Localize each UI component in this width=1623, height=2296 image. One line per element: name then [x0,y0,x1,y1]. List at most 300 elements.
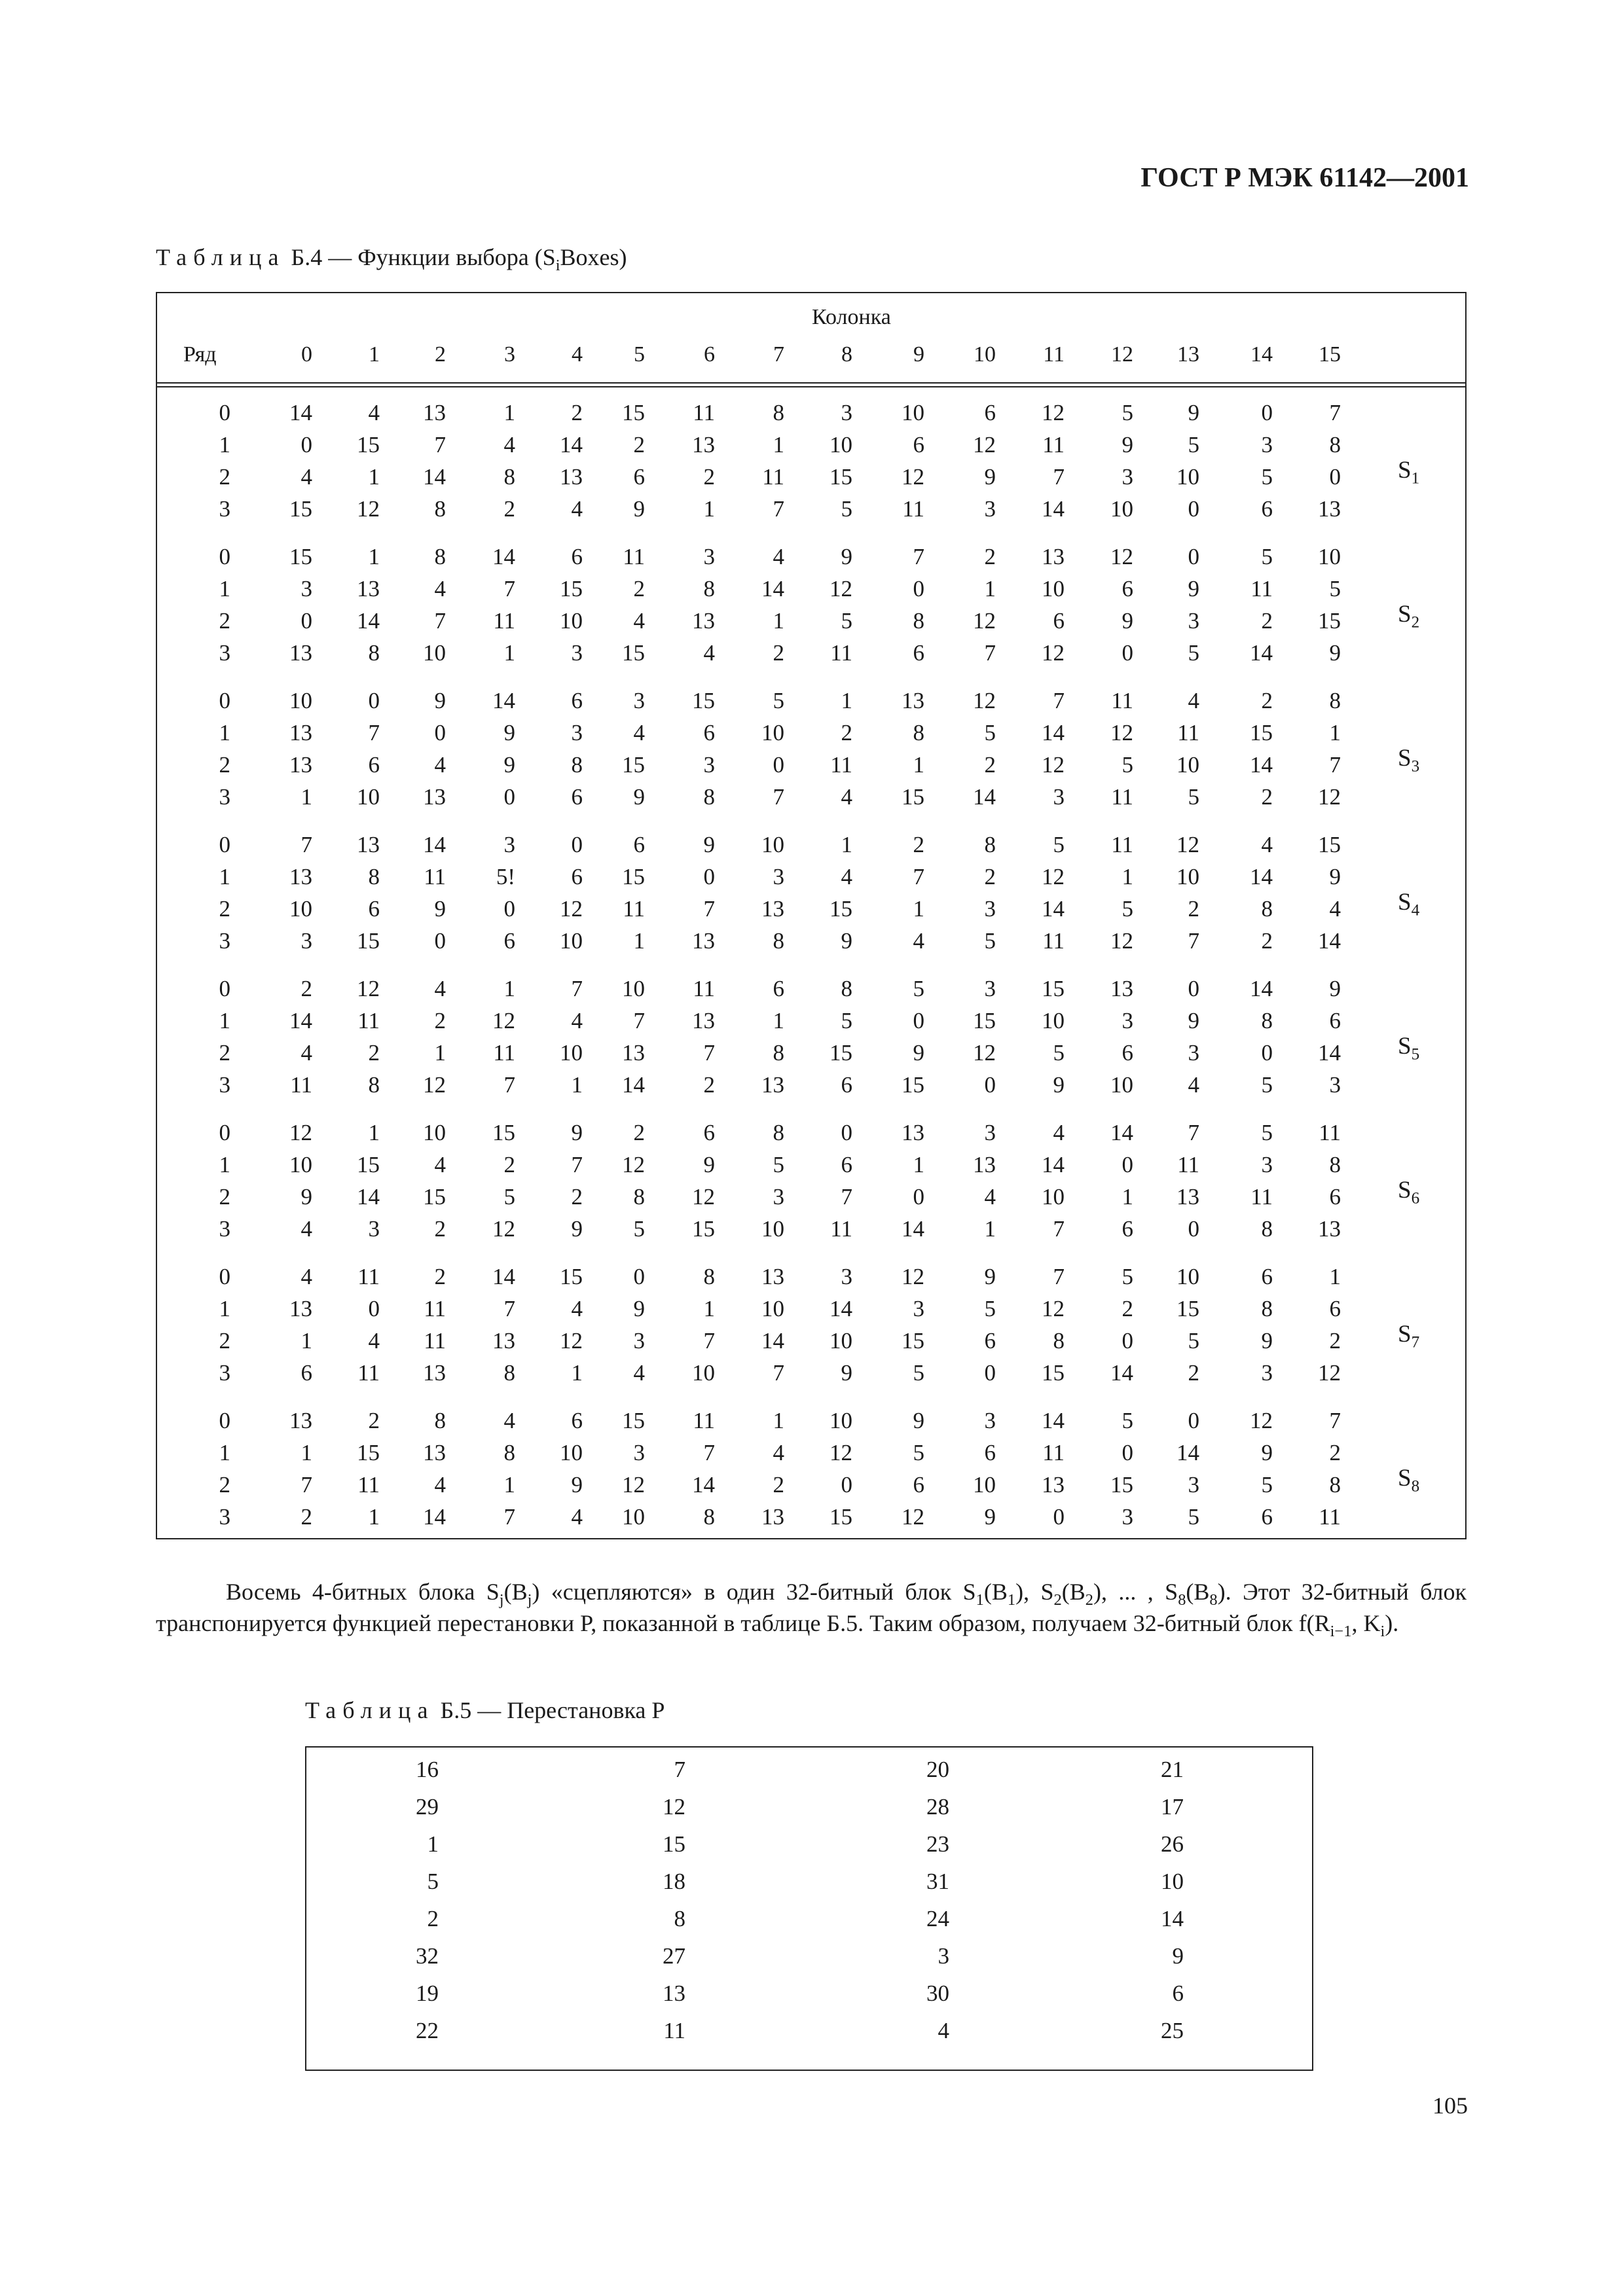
table-cell: 14 [973,784,996,810]
table-cell: 6 [571,864,583,889]
table-cell: 4 [633,608,645,634]
column-header-12: 12 [1111,342,1133,367]
table-cell: 7 [703,1440,715,1465]
row-number: 2 [219,896,230,922]
table-cell: 10 [1042,1184,1065,1210]
table-cell: 15 [622,864,645,889]
table-cell: 13 [423,400,446,425]
table-cell: 1 [841,832,852,857]
table-cell: 7 [571,976,583,1001]
table-cell: 7 [1329,400,1341,425]
table-cell: 8 [434,1408,446,1433]
table-cell: 2 [434,1008,446,1033]
table-cell: 4 [841,784,852,810]
table-cell: 14 [423,1504,446,1530]
table-cell: 2 [301,976,312,1001]
table-cell: 15 [622,640,645,666]
table-cell: 4 [773,1440,784,1465]
table-cell: 13 [692,608,715,634]
table-cell: 11 [623,544,645,569]
table-cell: 1 [984,576,996,601]
table-cell: 8 [434,544,446,569]
table-cell: 3 [1188,1040,1199,1066]
table-cell: 9 [913,1040,924,1066]
table-cell: 14 [1250,752,1273,778]
table-cell: 12 [902,1264,924,1289]
table-cell: 16 [416,1757,439,1782]
table-cell: 11 [830,1216,852,1242]
table-cell: 0 [434,928,446,954]
table-cell: 11 [493,608,515,634]
table-cell: 15 [492,1120,515,1145]
table-cell: 15 [1176,1296,1199,1321]
table-cell: 9 [1188,576,1199,601]
table-cell: 7 [301,832,312,857]
table-cell: 3 [984,1120,996,1145]
table-cell: 12 [973,688,996,713]
table-cell: 3 [368,1216,380,1242]
table-cell: 13 [761,1072,784,1098]
column-header-label: Колонка [812,305,891,329]
table-cell: 5 [913,1360,924,1386]
row-number: 2 [219,752,230,778]
table-cell: 2 [1329,1440,1341,1465]
table-cell: 1 [368,1504,380,1530]
table-cell: 13 [973,1152,996,1177]
table-cell: 1 [773,1408,784,1433]
column-header-11: 11 [1043,342,1065,367]
table-cell: 14 [1250,976,1273,1001]
table-cell: 0 [841,1472,852,1498]
table-cell: 11 [1177,720,1199,745]
table-cell: 8 [1261,1296,1273,1321]
row-number: 1 [219,1008,230,1033]
table-cell: 0 [1261,1040,1273,1066]
table-cell: 6 [1172,1981,1184,2006]
table-cell: 2 [703,464,715,490]
table-cell: 13 [289,1296,312,1321]
table-cell: 6 [773,976,784,1001]
table-cell: 8 [841,976,852,1001]
column-header-15: 15 [1319,342,1341,367]
table-cell: 6 [368,752,380,778]
table-cell: 2 [571,400,583,425]
table-cell: 5 [1261,464,1273,490]
table-cell: 7 [434,432,446,457]
table-cell: 8 [984,832,996,857]
table-b5-caption [305,1696,665,1724]
table-cell: 10 [692,1360,715,1386]
table-cell: 7 [984,640,996,666]
table-cell: 5 [633,1216,645,1242]
table-cell: 11 [830,752,852,778]
table-cell: 12 [357,976,380,1001]
table-cell: 4 [1188,688,1199,713]
table-cell: 3 [1329,1072,1341,1098]
table-cell: 15 [1318,608,1341,634]
table-cell: 4 [434,976,446,1001]
table-cell: 7 [1329,1408,1341,1433]
table-cell: 8 [703,576,715,601]
table-cell: 8 [1261,1008,1273,1033]
table-cell: 9 [633,496,645,522]
caption-prefix: Таблица [305,1697,435,1723]
table-cell: 2 [633,576,645,601]
table-cell: 6 [301,1360,312,1386]
table-cell: 2 [301,1504,312,1530]
table-cell: 6 [1053,608,1065,634]
table-cell: 2 [1188,896,1199,922]
table-cell: 9 [571,1216,583,1242]
table-cell: 12 [492,1216,515,1242]
table-cell: 7 [434,608,446,634]
table-cell: 9 [984,464,996,490]
table-cell: 2 [1188,1360,1199,1386]
table-cell: 1 [703,496,715,522]
table-cell: 0 [1188,496,1199,522]
table-cell: 7 [1053,1264,1065,1289]
table-cell: 12 [1110,544,1133,569]
table-cell: 14 [357,1184,380,1210]
table-cell: 5 [1329,576,1341,601]
table-cell: 15 [973,1008,996,1033]
table-cell: 10 [1176,1264,1199,1289]
table-cell: 6 [368,896,380,922]
table-cell: 8 [1329,1472,1341,1498]
table-cell: 13 [902,1120,924,1145]
table-cell: 11 [693,400,715,425]
table-cell: 9 [1053,1072,1065,1098]
table-cell: 13 [1318,1216,1341,1242]
table-cell: 4 [571,1504,583,1530]
table-cell: 0 [633,1264,645,1289]
table-cell: 15 [663,1831,685,1857]
table-cell: 6 [571,688,583,713]
table-cell: 3 [1261,1360,1273,1386]
table-cell: 5 [1261,1472,1273,1498]
table-cell: 7 [841,1184,852,1210]
table-cell: 8 [703,1264,715,1289]
table-cell: 14 [1318,928,1341,954]
table-cell: 10 [560,1440,583,1465]
row-number: 3 [219,1504,230,1530]
table-cell: 1 [503,640,515,666]
table-cell: 7 [503,1296,515,1321]
table-cell: 10 [761,720,784,745]
table-cell: 13 [289,1408,312,1433]
table-cell: 14 [622,1072,645,1098]
table-cell: 15 [357,1440,380,1465]
table-cell: 13 [423,1440,446,1465]
table-cell: 11 [1319,1120,1341,1145]
table-cell: 0 [571,832,583,857]
table-cell: 12 [1318,784,1341,810]
table-cell: 4 [301,464,312,490]
table-cell: 6 [984,1440,996,1465]
table-cell: 8 [503,1440,515,1465]
document-id-header: ГОСТ Р МЭК 61142—2001 [1140,163,1469,193]
table-cell: 0 [368,1296,380,1321]
table-cell: 9 [1329,640,1341,666]
table-cell: 9 [571,1120,583,1145]
table-cell: 10 [357,784,380,810]
table-cell: 15 [692,1216,715,1242]
table-cell: 8 [1053,1328,1065,1354]
table-cell: 13 [289,752,312,778]
table-cell: 15 [289,544,312,569]
table-cell: 10 [830,1328,852,1354]
table-cell: 2 [913,832,924,857]
table-cell: 3 [773,1184,784,1210]
column-header-10: 10 [974,342,996,367]
table-cell: 10 [830,1408,852,1433]
table-cell: 9 [984,1264,996,1289]
caption-title: Б.5 — Перестановка P [440,1697,665,1723]
table-cell: 4 [633,720,645,745]
row-number: 3 [219,784,230,810]
table-cell: 9 [1329,864,1341,889]
table-cell: 27 [663,1943,685,1969]
table-cell: 14 [1318,1040,1341,1066]
table-cell: 5 [841,496,852,522]
table-cell: 12 [357,496,380,522]
table-cell: 30 [926,1981,949,2006]
table-cell: 1 [984,1216,996,1242]
table-cell: 14 [289,400,312,425]
table-cell: 12 [830,1440,852,1465]
table-cell: 10 [289,688,312,713]
table-cell: 8 [368,864,380,889]
table-cell: 10 [973,1472,996,1498]
table-cell: 9 [571,1472,583,1498]
table-cell: 2 [984,864,996,889]
sbox-label: $S_6$ [1398,1176,1420,1207]
table-cell: 11 [357,1264,380,1289]
table-cell: 4 [633,1360,645,1386]
table-cell: 11 [1111,688,1133,713]
table-cell: 8 [1329,1152,1341,1177]
table-cell: 9 [503,752,515,778]
table-cell: 15 [1250,720,1273,745]
table-cell: 7 [913,544,924,569]
table-cell: 5 [427,1869,439,1894]
table-cell: 5 [773,688,784,713]
table-cell: 3 [984,496,996,522]
table-cell: 5 [773,1152,784,1177]
table-cell: 14 [1110,1360,1133,1386]
table-cell: 10 [622,976,645,1001]
table-cell: 7 [703,1040,715,1066]
table-cell: 5 [1188,784,1199,810]
table-cell: 14 [902,1216,924,1242]
column-header-2: 2 [435,342,446,367]
table-cell: 3 [1122,464,1133,490]
table-cell: 11 [1250,1184,1273,1210]
table-cell: 4 [434,752,446,778]
row-number: 0 [219,400,230,425]
table-cell: 3 [1188,1472,1199,1498]
table-cell: 2 [633,432,645,457]
table-cell: 19 [416,1981,439,2006]
table-cell: 4 [368,400,380,425]
table-cell: 2 [773,640,784,666]
table-cell: 8 [773,400,784,425]
table-cell: 1 [368,1120,380,1145]
table-cell: 2 [434,1264,446,1289]
table-cell: 9 [633,784,645,810]
table-cell: 11 [357,1360,380,1386]
table-cell: 5! [496,864,515,889]
table-cell: 11 [693,1408,715,1433]
table-cell: 12 [1318,1360,1341,1386]
sbox-label: $S_5$ [1398,1032,1420,1063]
table-cell: 1 [703,1296,715,1321]
table-cell: 4 [913,928,924,954]
table-cell: 12 [1110,928,1133,954]
table-cell: 8 [571,752,583,778]
table-cell: 15 [560,1264,583,1289]
table-cell: 1 [1329,720,1341,745]
row-number: 2 [219,1040,230,1066]
table-cell: 10 [560,608,583,634]
table-cell: 7 [1188,928,1199,954]
table-cell: 10 [289,1152,312,1177]
table-cell: 7 [503,576,515,601]
table-cell: 2 [841,720,852,745]
table-cell: 3 [984,1408,996,1433]
table-cell: 13 [663,1981,685,2006]
table-cell: 6 [503,928,515,954]
table-cell: 10 [560,928,583,954]
table-cell: 0 [703,864,715,889]
table-cell: 14 [1161,1906,1184,1931]
row-number: 0 [219,1120,230,1145]
table-cell: 14 [1110,1120,1133,1145]
table-cell: 5 [841,608,852,634]
row-number: 3 [219,928,230,954]
row-number: 1 [219,1152,230,1177]
table-cell: 13 [622,1040,645,1066]
table-cell: 5 [1122,896,1133,922]
table-cell: 7 [368,720,380,745]
table-cell: 5 [1122,1408,1133,1433]
table-cell: 14 [830,1296,852,1321]
row-number: 2 [219,1472,230,1498]
table-cell: 5 [1188,432,1199,457]
table-cell: 6 [703,1120,715,1145]
table-cell: 8 [1261,1216,1273,1242]
table-cell: 1 [773,432,784,457]
table-cell: 9 [1172,1943,1184,1969]
table-cell: 12 [692,1184,715,1210]
table-cell: 0 [1188,544,1199,569]
table-cell: 14 [761,1328,784,1354]
table-cell: 3 [703,752,715,778]
table-cell: 9 [913,1408,924,1433]
table-cell: 9 [1188,400,1199,425]
table-cell: 0 [1122,640,1133,666]
table-cell: 1 [503,1472,515,1498]
table-cell: 4 [571,496,583,522]
table-cell: 6 [913,432,924,457]
table-cell: 11 [357,1008,380,1033]
table-cell: 5 [1122,752,1133,778]
table-cell: 7 [703,896,715,922]
table-cell: 13 [692,928,715,954]
table-cell: 1 [841,688,852,713]
table-cell: 1 [571,1072,583,1098]
table-cell: 9 [984,1504,996,1530]
table-cell: 7 [1329,752,1341,778]
table-cell: 11 [1111,784,1133,810]
table-cell: 11 [1042,1440,1065,1465]
table-cell: 0 [984,1360,996,1386]
row-header-label: Ряд [183,342,217,367]
table-cell: 12 [902,1504,924,1530]
sbox-table [156,292,1467,1539]
table-cell: 10 [423,640,446,666]
table-cell: 14 [289,1008,312,1033]
table-cell: 0 [503,896,515,922]
table-cell: 15 [1318,832,1341,857]
table-cell: 9 [301,1184,312,1210]
table-cell: 28 [926,1794,949,1820]
sbox-label: $S_2$ [1398,600,1420,631]
page-number: 105 [1432,2092,1468,2119]
table-cell: 11 [424,1328,446,1354]
table-cell: 13 [692,432,715,457]
table-cell: 4 [434,576,446,601]
table-cell: 6 [1329,1296,1341,1321]
table-cell: 7 [1053,464,1065,490]
column-header-7: 7 [773,342,784,367]
table-cell: 18 [663,1869,685,1894]
table-cell: 1 [1122,864,1133,889]
table-cell: 14 [1042,1152,1065,1177]
sbox-label: $S_8$ [1398,1464,1420,1495]
table-cell: 2 [1261,784,1273,810]
table-cell: 0 [984,1072,996,1098]
table-cell: 10 [1042,1008,1065,1033]
table-cell: 14 [1042,496,1065,522]
table-cell: 6 [1329,1184,1341,1210]
table-cell: 3 [1122,1008,1133,1033]
table-cell: 0 [1122,1440,1133,1465]
table-cell: 8 [1261,896,1273,922]
table-cell: 3 [703,544,715,569]
table-cell: 10 [560,1040,583,1066]
table-cell: 10 [830,432,852,457]
table-cell: 1 [301,1328,312,1354]
table-cell: 13 [1042,1472,1065,1498]
table-cell: 10 [1176,752,1199,778]
table-cell: 11 [424,1296,446,1321]
table-cell: 4 [773,544,784,569]
sbox-label: $S_4$ [1398,888,1420,919]
table-cell: 2 [1261,608,1273,634]
table-cell: 5 [1188,640,1199,666]
table-cell: 6 [571,784,583,810]
column-header-5: 5 [634,342,645,367]
table-cell: 4 [1329,896,1341,922]
table-cell: 15 [622,752,645,778]
table-cell: 4 [503,432,515,457]
table-cell: 5 [913,976,924,1001]
table-cell: 8 [674,1906,685,1931]
row-number: 3 [219,496,230,522]
table-cell: 6 [984,1328,996,1354]
table-cell: 0 [1122,1328,1133,1354]
